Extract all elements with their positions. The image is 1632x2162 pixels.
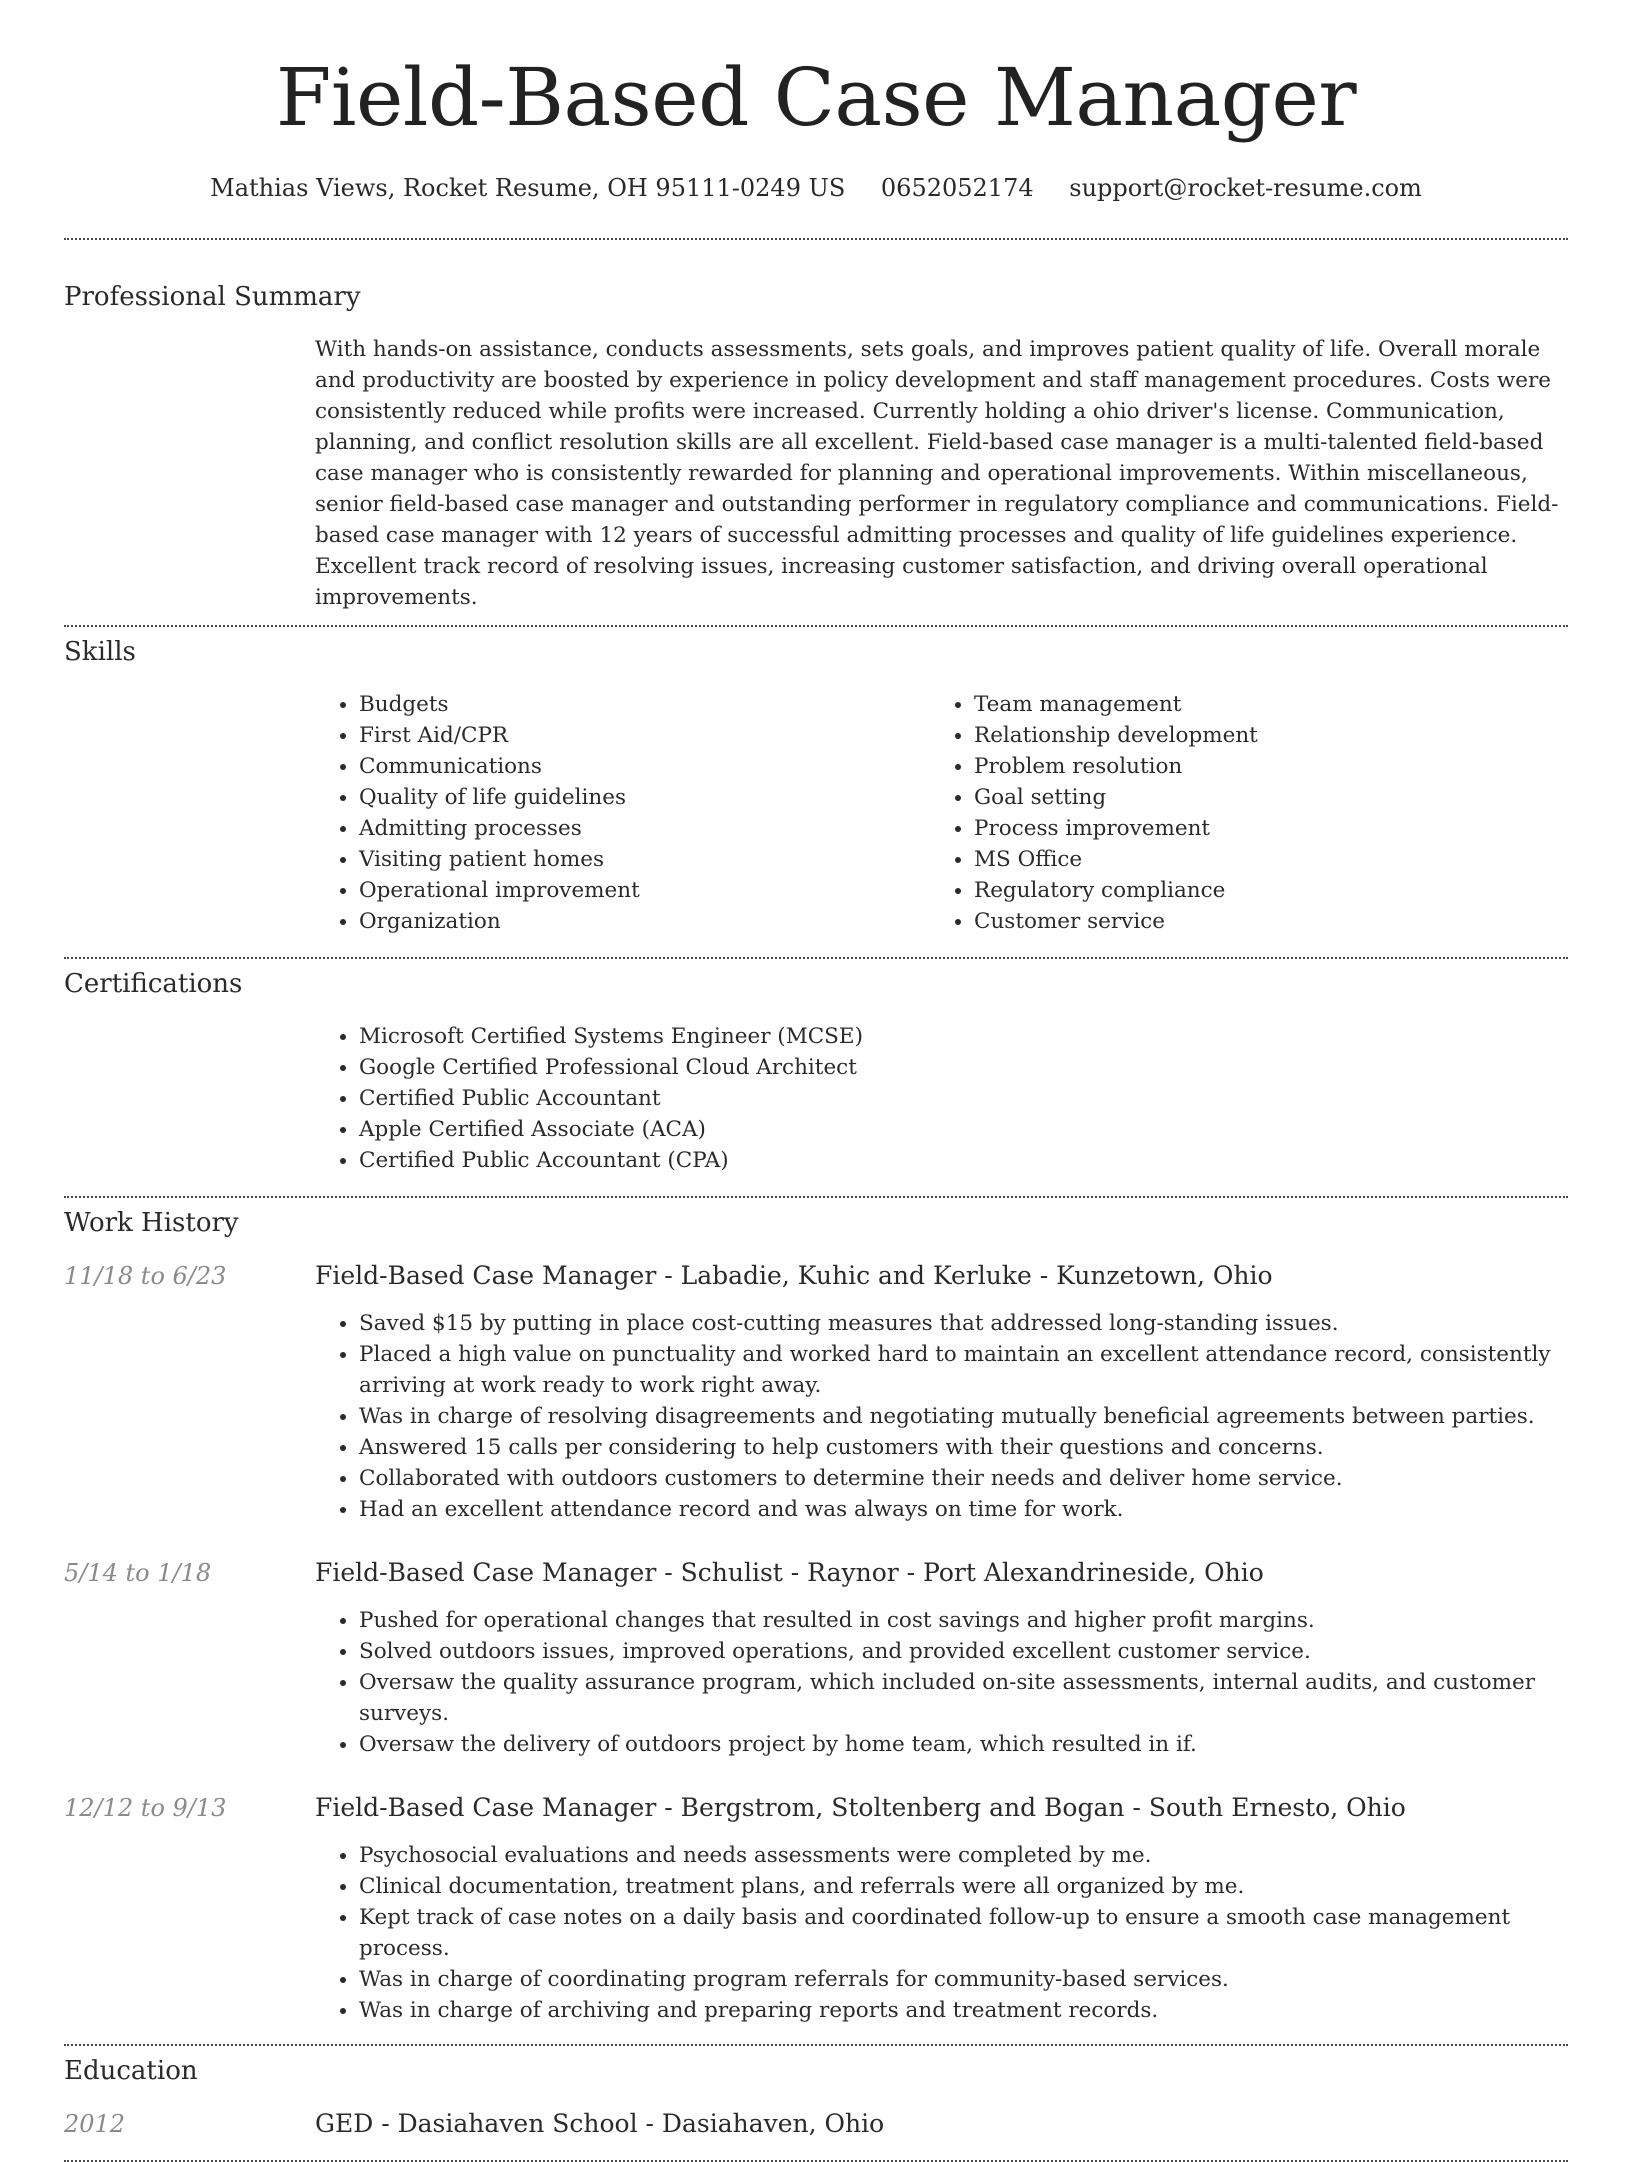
skills-column-right — [930, 689, 1545, 937]
job-title: Field-Based Case Manager - Schulist - Raynor - Port Alexandrineside, Ohio — [315, 1558, 1264, 1587]
skill-item: • Team management — [974, 689, 1545, 720]
certification-item: • Apple Certified Associate (ACA) — [359, 1114, 1568, 1145]
job-bullet: • Solved outdoors issues, improved operations, and provided excellent customer service. — [359, 1636, 1568, 1667]
certification-item: • Microsoft Certified Systems Engineer (MCSE) — [359, 1021, 1568, 1052]
job-bullet: • Was in charge of resolving disagreements and negotiating mutually beneficial agreements between parties. — [359, 1401, 1568, 1432]
skill-item: • Process improvement — [974, 813, 1545, 844]
section-title-certifications: Certifications — [64, 969, 243, 999]
job-bullet: • Answered 15 calls per considering to help customers with their questions and concerns. — [359, 1432, 1568, 1463]
section-title-education: Education — [64, 2056, 198, 2086]
contact-address: Mathias Views, Rocket Resume, OH 95111-0249 US — [210, 174, 846, 202]
skill-item: • Admitting processes — [359, 813, 930, 844]
skill-item: • MS Office — [974, 844, 1545, 875]
skills-column-left — [315, 689, 930, 937]
education-year: 2012 — [64, 2110, 126, 2138]
summary-text: With hands-on assistance, conducts assessments, sets goals, and improves patient quality of life. Overall morale and productivity are boosted by experience in policy development and staff management procedures. Costs were consistently reduced while profits were increased. Currently holding a ohio driver's license. Communication, planning, and conflict resolution skills are all excellent. Field-based case manager is a multi-talented field-based case manager who is consistently rewarded for planning and operational improvements. Within miscellaneous, senior field-based case manager and outstanding performer in regulatory compliance and communications. Field-based case manager with 12 years of successful admitting processes and quality of life guidelines experience. Excellent track record of resolving issues, increasing customer satisfaction, and driving overall operational improvements. — [315, 337, 1559, 610]
divider — [64, 2044, 1568, 2046]
section-title-skills: Skills — [64, 637, 136, 667]
job-bullet: • Had an excellent attendance record and was always on time for work. — [359, 1494, 1568, 1525]
job-bullet: • Oversaw the delivery of outdoors project by home team, which resulted in if. — [359, 1729, 1568, 1760]
resume-name: Field-Based Case Manager — [275, 51, 1357, 144]
job-bullet: • Oversaw the quality assurance program, which included on-site assessments, internal audits, and customer surveys. — [359, 1667, 1568, 1729]
skill-item: • First Aid/CPR — [359, 720, 930, 751]
job-bullet: • Collaborated with outdoors customers to determine their needs and deliver home service. — [359, 1463, 1568, 1494]
resume-page — [64, 0, 1568, 2162]
skill-item: • Visiting patient homes — [359, 844, 930, 875]
job-bullet: • Psychosocial evaluations and needs assessments were completed by me. — [359, 1840, 1568, 1871]
job-title: Field-Based Case Manager - Labadie, Kuhic and Kerluke - Kunzetown, Ohio — [315, 1261, 1273, 1290]
certification-item: • Certified Public Accountant — [359, 1083, 1568, 1114]
skill-item: • Communications — [359, 751, 930, 782]
job-bullet: • Was in charge of coordinating program referrals for community-based services. — [359, 1964, 1568, 1995]
job-bullet: • Pushed for operational changes that resulted in cost savings and higher profit margins. — [359, 1605, 1568, 1636]
job-dates: 12/12 to 9/13 — [64, 1794, 227, 1822]
skill-item: • Regulatory compliance — [974, 875, 1545, 906]
skill-item: • Quality of life guidelines — [359, 782, 930, 813]
skills-list — [315, 689, 1568, 937]
contact-line — [64, 174, 1568, 202]
job-title: Field-Based Case Manager - Bergstrom, Stoltenberg and Bogan - South Ernesto, Ohio — [315, 1793, 1406, 1822]
divider — [64, 625, 1568, 627]
section-title-summary: Professional Summary — [64, 282, 361, 312]
job-entry — [64, 1557, 1568, 1589]
education-entry — [64, 2108, 1568, 2140]
certifications-list — [315, 1021, 1568, 1176]
job-entry — [64, 1260, 1568, 1292]
skill-item: • Customer service — [974, 906, 1545, 937]
skill-item: • Organization — [359, 906, 930, 937]
job-bullet: • Saved $15 by putting in place cost-cutting measures that addressed long-standing issues. — [359, 1308, 1568, 1339]
skill-item: • Problem resolution — [974, 751, 1545, 782]
contact-email: support@rocket-resume.com — [1069, 174, 1422, 202]
certification-item: • Certified Public Accountant (CPA) — [359, 1145, 1568, 1176]
skill-item: • Goal setting — [974, 782, 1545, 813]
job-bullet: • Placed a high value on punctuality and worked hard to maintain an excellent attendance record, consistently arriving at work ready to work right away. — [359, 1339, 1568, 1401]
certification-item: • Google Certified Professional Cloud Architect — [359, 1052, 1568, 1083]
skill-item: • Relationship development — [974, 720, 1545, 751]
job-bullet: • Kept track of case notes on a daily basis and coordinated follow-up to ensure a smooth case management process. — [359, 1902, 1568, 1964]
divider — [64, 957, 1568, 959]
job-dates: 5/14 to 1/18 — [64, 1559, 212, 1587]
divider — [64, 238, 1568, 240]
job-entry — [64, 1792, 1568, 1824]
contact-phone: 0652052174 — [880, 174, 1034, 202]
education-degree: GED - Dasiahaven School - Dasiahaven, Ohio — [315, 2109, 885, 2138]
job-bullet: • Was in charge of archiving and preparing reports and treatment records. — [359, 1995, 1568, 2026]
job-bullets — [315, 1840, 1568, 2026]
job-bullets — [315, 1605, 1568, 1760]
job-dates: 11/18 to 6/23 — [64, 1262, 227, 1290]
job-bullet: • Clinical documentation, treatment plans, and referrals were all organized by me. — [359, 1871, 1568, 1902]
section-title-work-history: Work History — [64, 1208, 239, 1238]
job-bullets — [315, 1308, 1568, 1525]
skill-item: • Budgets — [359, 689, 930, 720]
skill-item: • Operational improvement — [359, 875, 930, 906]
divider — [64, 1196, 1568, 1198]
